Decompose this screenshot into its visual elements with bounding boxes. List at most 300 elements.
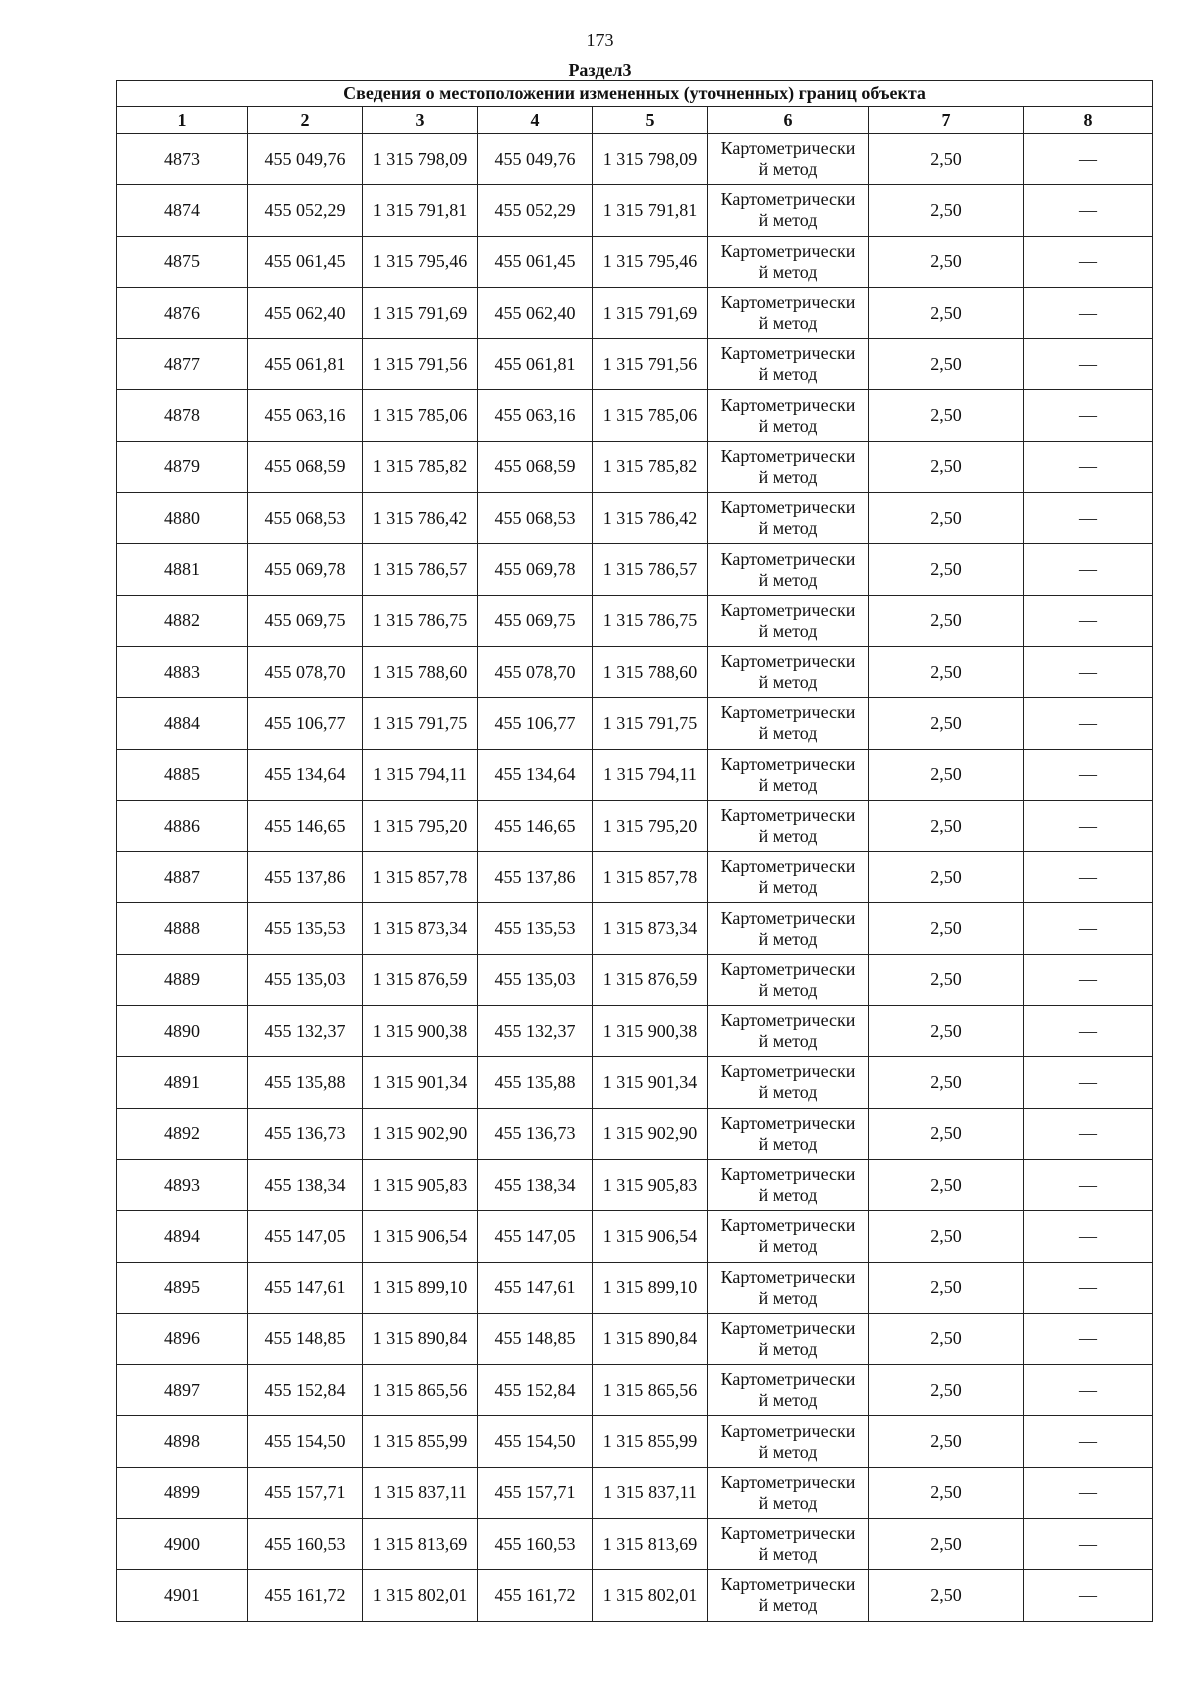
method-text: й метод (758, 928, 818, 949)
table-cell: 2,50 (869, 749, 1024, 800)
table-cell: 1 315 791,56 (363, 339, 478, 390)
table-cell (708, 1519, 869, 1570)
table-cell: 1 315 901,34 (593, 1057, 708, 1108)
table-cell: 455 157,71 (248, 1467, 363, 1518)
table-cell (708, 800, 869, 851)
table-row (117, 1519, 1153, 1570)
table-cell: — (1024, 1313, 1153, 1364)
table-cell: 2,50 (869, 493, 1024, 544)
table-cell: 455 068,53 (478, 493, 593, 544)
table-cell: 1 315 873,34 (363, 903, 478, 954)
table-cell: 1 315 785,06 (363, 390, 478, 441)
table-cell: 2,50 (869, 1365, 1024, 1416)
table-cell: 455 135,88 (478, 1057, 593, 1108)
method-text: Картометрически (720, 1471, 856, 1492)
table-cell: — (1024, 903, 1153, 954)
table-cell: — (1024, 185, 1153, 236)
table-row (117, 134, 1153, 185)
table-cell: 2,50 (869, 1467, 1024, 1518)
table-cell: 4889 (117, 954, 248, 1005)
table-cell: — (1024, 698, 1153, 749)
table-cell: 455 135,03 (478, 954, 593, 1005)
table-cell: 455 134,64 (478, 749, 593, 800)
table-cell: 2,50 (869, 1262, 1024, 1313)
table-cell: 4885 (117, 749, 248, 800)
table-cell: 1 315 785,06 (593, 390, 708, 441)
table-cell: 455 146,65 (478, 800, 593, 851)
table-cell (708, 1570, 869, 1621)
method-text: й метод (758, 210, 818, 231)
table-cell: 455 052,29 (478, 185, 593, 236)
column-header-2: 2 (248, 107, 363, 134)
table-cell: 1 315 791,69 (593, 287, 708, 338)
table-cell: 455 138,34 (248, 1159, 363, 1210)
table-cell: 455 062,40 (248, 287, 363, 338)
table-row (117, 185, 1153, 236)
table-row (117, 698, 1153, 749)
table-caption-row (117, 81, 1153, 107)
table-cell (708, 1313, 869, 1364)
method-text: Картометрически (720, 1061, 856, 1082)
table-cell: — (1024, 1467, 1153, 1518)
table-cell (708, 1416, 869, 1467)
table-cell: 455 154,50 (478, 1416, 593, 1467)
table-cell (708, 1057, 869, 1108)
table-cell: — (1024, 287, 1153, 338)
table-cell: 1 315 802,01 (363, 1570, 478, 1621)
table-cell: 1 315 876,59 (593, 954, 708, 1005)
method-text: Картометрически (720, 753, 856, 774)
table-cell: — (1024, 134, 1153, 185)
table-cell: 2,50 (869, 441, 1024, 492)
method-text: Картометрически (720, 497, 856, 518)
method-text: й метод (758, 364, 818, 385)
method-text: Картометрически (720, 599, 856, 620)
table-cell: 4879 (117, 441, 248, 492)
table-cell: 2,50 (869, 852, 1024, 903)
table-cell: 1 315 786,75 (363, 595, 478, 646)
table-cell: 455 148,85 (478, 1313, 593, 1364)
table-cell: — (1024, 1365, 1153, 1416)
method-text: й метод (758, 1338, 818, 1359)
table-cell: 1 315 899,10 (363, 1262, 478, 1313)
table-cell: 1 315 855,99 (363, 1416, 478, 1467)
table-cell: 2,50 (869, 236, 1024, 287)
table-cell: 455 154,50 (248, 1416, 363, 1467)
column-header-4: 4 (478, 107, 593, 134)
table-cell: 1 315 900,38 (363, 1006, 478, 1057)
table-cell: 4884 (117, 698, 248, 749)
table-cell: 4901 (117, 1570, 248, 1621)
table-cell (708, 852, 869, 903)
table-cell: — (1024, 852, 1153, 903)
table-cell: 4900 (117, 1519, 248, 1570)
table-cell: 1 315 791,56 (593, 339, 708, 390)
table-cell: — (1024, 749, 1153, 800)
table-cell: 4886 (117, 800, 248, 851)
table-cell: 2,50 (869, 390, 1024, 441)
method-text: й метод (758, 1133, 818, 1154)
table-cell: 1 315 785,82 (363, 441, 478, 492)
table-row (117, 852, 1153, 903)
table-cell: 2,50 (869, 646, 1024, 697)
table-cell: 455 136,73 (248, 1108, 363, 1159)
table-row (117, 954, 1153, 1005)
table-cell: — (1024, 339, 1153, 390)
table-row (117, 1365, 1153, 1416)
table-cell: 455 132,37 (248, 1006, 363, 1057)
method-text: й метод (758, 723, 818, 744)
column-header-row (117, 107, 1153, 134)
column-header-3: 3 (363, 107, 478, 134)
method-text: Картометрически (720, 445, 856, 466)
table-body (117, 134, 1153, 1622)
method-text: Картометрически (720, 1164, 856, 1185)
table-cell: — (1024, 390, 1153, 441)
table-cell: 1 315 786,42 (363, 493, 478, 544)
method-text: Картометрически (720, 651, 856, 672)
table-cell: 455 063,16 (478, 390, 593, 441)
method-text: Картометрически (720, 1317, 856, 1338)
method-text: Картометрически (720, 292, 856, 313)
method-text: й метод (758, 466, 818, 487)
method-text: Картометрически (720, 1574, 856, 1595)
table-cell: 4893 (117, 1159, 248, 1210)
method-text: й метод (758, 620, 818, 641)
method-text: й метод (758, 672, 818, 693)
table-cell: 2,50 (869, 1519, 1024, 1570)
table-cell: 455 148,85 (248, 1313, 363, 1364)
table-cell: 2,50 (869, 185, 1024, 236)
table-cell (708, 493, 869, 544)
method-text: й метод (758, 1287, 818, 1308)
table-cell: 4877 (117, 339, 248, 390)
table-row (117, 749, 1153, 800)
table-row (117, 236, 1153, 287)
section-title: Раздел3 (568, 60, 632, 80)
table-cell: 455 135,53 (478, 903, 593, 954)
table-cell (708, 1467, 869, 1518)
table-row (117, 390, 1153, 441)
table-cell: 2,50 (869, 1006, 1024, 1057)
table-cell: 455 069,75 (248, 595, 363, 646)
table-cell: 1 315 837,11 (363, 1467, 478, 1518)
method-text: й метод (758, 877, 818, 898)
table-cell: 1 315 905,83 (363, 1159, 478, 1210)
table-cell: 455 137,86 (248, 852, 363, 903)
table-cell: 1 315 857,78 (363, 852, 478, 903)
method-text: Картометрически (720, 394, 856, 415)
table-cell: 4883 (117, 646, 248, 697)
table-cell: 455 106,77 (248, 698, 363, 749)
table-row (117, 595, 1153, 646)
table-cell: 4890 (117, 1006, 248, 1057)
table-cell: 1 315 855,99 (593, 1416, 708, 1467)
table-cell (708, 1108, 869, 1159)
table-cell: 455 135,53 (248, 903, 363, 954)
table-cell: 455 106,77 (478, 698, 593, 749)
table-cell: 1 315 785,82 (593, 441, 708, 492)
table-cell: 4891 (117, 1057, 248, 1108)
table-row (117, 903, 1153, 954)
table-cell (708, 544, 869, 595)
table-cell: 1 315 902,90 (363, 1108, 478, 1159)
method-text: Картометрически (720, 1369, 856, 1390)
table-cell: 455 069,78 (478, 544, 593, 595)
table-row (117, 493, 1153, 544)
boundary-coordinates-table (116, 80, 1153, 1622)
method-text: Картометрически (720, 702, 856, 723)
method-text: й метод (758, 261, 818, 282)
method-text: й метод (758, 518, 818, 539)
table-cell: 455 069,78 (248, 544, 363, 595)
table-cell: 4881 (117, 544, 248, 595)
table-cell: 2,50 (869, 1211, 1024, 1262)
table-cell: 4876 (117, 287, 248, 338)
method-text: й метод (758, 569, 818, 590)
table-cell: 455 147,05 (248, 1211, 363, 1262)
table-cell: 455 068,53 (248, 493, 363, 544)
table-cell: 455 052,29 (248, 185, 363, 236)
table-cell (708, 185, 869, 236)
method-text: й метод (758, 1441, 818, 1462)
table-cell: 1 315 795,20 (363, 800, 478, 851)
table-cell: 455 049,76 (248, 134, 363, 185)
table-cell: 4896 (117, 1313, 248, 1364)
method-text: Картометрически (720, 189, 856, 210)
table-cell: 4898 (117, 1416, 248, 1467)
table-row (117, 1108, 1153, 1159)
table-cell: 4887 (117, 852, 248, 903)
table-cell: 2,50 (869, 1416, 1024, 1467)
table-cell: 2,50 (869, 903, 1024, 954)
column-header-6: 6 (708, 107, 869, 134)
method-text: й метод (758, 415, 818, 436)
table-cell: 2,50 (869, 698, 1024, 749)
table-cell: 455 068,59 (478, 441, 593, 492)
table-cell (708, 1211, 869, 1262)
table-cell (708, 236, 869, 287)
table-cell: 455 160,53 (478, 1519, 593, 1570)
table-cell: 1 315 813,69 (363, 1519, 478, 1570)
table-cell: 1 315 791,69 (363, 287, 478, 338)
table-row (117, 800, 1153, 851)
table-cell: 1 315 900,38 (593, 1006, 708, 1057)
column-header-5: 5 (593, 107, 708, 134)
table-cell: 1 315 786,57 (363, 544, 478, 595)
method-text: Картометрически (720, 1112, 856, 1133)
table-cell (708, 1365, 869, 1416)
method-text: Картометрически (720, 548, 856, 569)
table-cell: 1 315 890,84 (363, 1313, 478, 1364)
table-cell: 455 061,81 (248, 339, 363, 390)
table-row (117, 1057, 1153, 1108)
table-cell (708, 954, 869, 1005)
table-cell: — (1024, 1057, 1153, 1108)
table-cell: 2,50 (869, 544, 1024, 595)
column-header-1: 1 (117, 107, 248, 134)
method-text: й метод (758, 1185, 818, 1206)
table-row (117, 287, 1153, 338)
method-text: й метод (758, 1544, 818, 1565)
table-cell: 4878 (117, 390, 248, 441)
table-cell: 455 160,53 (248, 1519, 363, 1570)
table-cell: 455 138,34 (478, 1159, 593, 1210)
method-text: й метод (758, 1390, 818, 1411)
table-cell: 455 061,45 (248, 236, 363, 287)
method-text: й метод (758, 1595, 818, 1616)
table-cell: 2,50 (869, 134, 1024, 185)
table-cell: 455 061,81 (478, 339, 593, 390)
table-cell: 1 315 901,34 (363, 1057, 478, 1108)
method-text: й метод (758, 1492, 818, 1513)
table-cell: — (1024, 1108, 1153, 1159)
table-cell: 455 078,70 (248, 646, 363, 697)
table-cell: 2,50 (869, 595, 1024, 646)
table-cell: — (1024, 646, 1153, 697)
table-cell: 2,50 (869, 1057, 1024, 1108)
method-text: Картометрически (720, 1266, 856, 1287)
table-row (117, 1006, 1153, 1057)
table-cell (708, 903, 869, 954)
table-cell: — (1024, 1159, 1153, 1210)
table-cell: — (1024, 1262, 1153, 1313)
table-cell: 1 315 795,46 (593, 236, 708, 287)
table-cell: 455 136,73 (478, 1108, 593, 1159)
table-cell: 1 315 791,81 (363, 185, 478, 236)
table-cell (708, 339, 869, 390)
table-cell (708, 441, 869, 492)
method-text: Картометрически (720, 1523, 856, 1544)
page-number: 173 (586, 30, 614, 50)
table-cell: 1 315 899,10 (593, 1262, 708, 1313)
table-row (117, 1313, 1153, 1364)
table-cell: 1 315 791,75 (593, 698, 708, 749)
table-cell: 4894 (117, 1211, 248, 1262)
table-cell: 4899 (117, 1467, 248, 1518)
table-cell: 455 078,70 (478, 646, 593, 697)
table-cell: 1 315 873,34 (593, 903, 708, 954)
table-cell: 455 134,64 (248, 749, 363, 800)
table-cell: 1 315 786,57 (593, 544, 708, 595)
table-cell: 455 068,59 (248, 441, 363, 492)
table-cell: 1 315 902,90 (593, 1108, 708, 1159)
table-cell: 455 146,65 (248, 800, 363, 851)
table-cell: 2,50 (869, 1159, 1024, 1210)
table-row (117, 339, 1153, 390)
table-cell: 4888 (117, 903, 248, 954)
table-cell: 455 157,71 (478, 1467, 593, 1518)
table-cell: — (1024, 1416, 1153, 1467)
table-cell: 455 069,75 (478, 595, 593, 646)
table-cell: 4873 (117, 134, 248, 185)
table-cell (708, 1159, 869, 1210)
table-cell: — (1024, 595, 1153, 646)
table-cell: 455 152,84 (248, 1365, 363, 1416)
table-cell: 455 063,16 (248, 390, 363, 441)
method-text: й метод (758, 774, 818, 795)
table-cell: 455 147,05 (478, 1211, 593, 1262)
table-cell: 455 147,61 (478, 1262, 593, 1313)
table-cell: 1 315 906,54 (593, 1211, 708, 1262)
table-cell (708, 698, 869, 749)
table-cell: 1 315 791,81 (593, 185, 708, 236)
table-cell: 4892 (117, 1108, 248, 1159)
table-row (117, 1570, 1153, 1621)
table-cell: 1 315 905,83 (593, 1159, 708, 1210)
table-cell: 455 132,37 (478, 1006, 593, 1057)
table-cell (708, 646, 869, 697)
method-text: й метод (758, 159, 818, 180)
table-cell: 455 161,72 (248, 1570, 363, 1621)
table-cell: 455 161,72 (478, 1570, 593, 1621)
table-cell: 1 315 876,59 (363, 954, 478, 1005)
table-row (117, 441, 1153, 492)
table-cell: — (1024, 236, 1153, 287)
table-cell: 2,50 (869, 1108, 1024, 1159)
table-cell: 1 315 857,78 (593, 852, 708, 903)
table-cell: 455 061,45 (478, 236, 593, 287)
table-cell: 455 135,03 (248, 954, 363, 1005)
method-text: Картометрически (720, 805, 856, 825)
table-cell: 4875 (117, 236, 248, 287)
table-cell: 4882 (117, 595, 248, 646)
table-cell: 2,50 (869, 287, 1024, 338)
table-cell: 2,50 (869, 1570, 1024, 1621)
table-cell: — (1024, 800, 1153, 851)
table-cell (708, 595, 869, 646)
table-cell: 1 315 794,11 (363, 749, 478, 800)
method-text: Картометрически (720, 856, 856, 877)
table-cell: 1 315 791,75 (363, 698, 478, 749)
method-text: й метод (758, 1082, 818, 1103)
table-cell (708, 749, 869, 800)
table-cell: 1 315 795,20 (593, 800, 708, 851)
table-cell: 4897 (117, 1365, 248, 1416)
table-caption: Сведения о местоположении измененных (уточненных) границ объекта (117, 81, 1153, 107)
table-cell: 4874 (117, 185, 248, 236)
table-cell: — (1024, 1211, 1153, 1262)
table-cell: 2,50 (869, 1313, 1024, 1364)
method-text: й метод (758, 826, 818, 846)
table-cell (708, 1262, 869, 1313)
table-cell (708, 1006, 869, 1057)
table-cell: 1 315 802,01 (593, 1570, 708, 1621)
table-cell: 1 315 865,56 (363, 1365, 478, 1416)
method-text: Картометрически (720, 907, 856, 928)
table-row (117, 1416, 1153, 1467)
table-cell: 1 315 788,60 (593, 646, 708, 697)
method-text: Картометрически (720, 1420, 856, 1441)
table-cell (708, 287, 869, 338)
method-text: Картометрически (720, 240, 856, 261)
table-cell: — (1024, 1570, 1153, 1621)
table-cell: 1 315 890,84 (593, 1313, 708, 1364)
table-row (117, 1159, 1153, 1210)
table-cell: — (1024, 1006, 1153, 1057)
method-text: Картометрически (720, 343, 856, 364)
table-cell: 1 315 906,54 (363, 1211, 478, 1262)
table-cell: 1 315 813,69 (593, 1519, 708, 1570)
method-text: Картометрически (720, 1010, 856, 1031)
table-cell: 455 049,76 (478, 134, 593, 185)
table-cell: 4895 (117, 1262, 248, 1313)
method-text: Картометрически (720, 138, 856, 159)
method-text: й метод (758, 1236, 818, 1257)
table-cell: 1 315 788,60 (363, 646, 478, 697)
table-cell: 1 315 865,56 (593, 1365, 708, 1416)
table-cell: 4880 (117, 493, 248, 544)
